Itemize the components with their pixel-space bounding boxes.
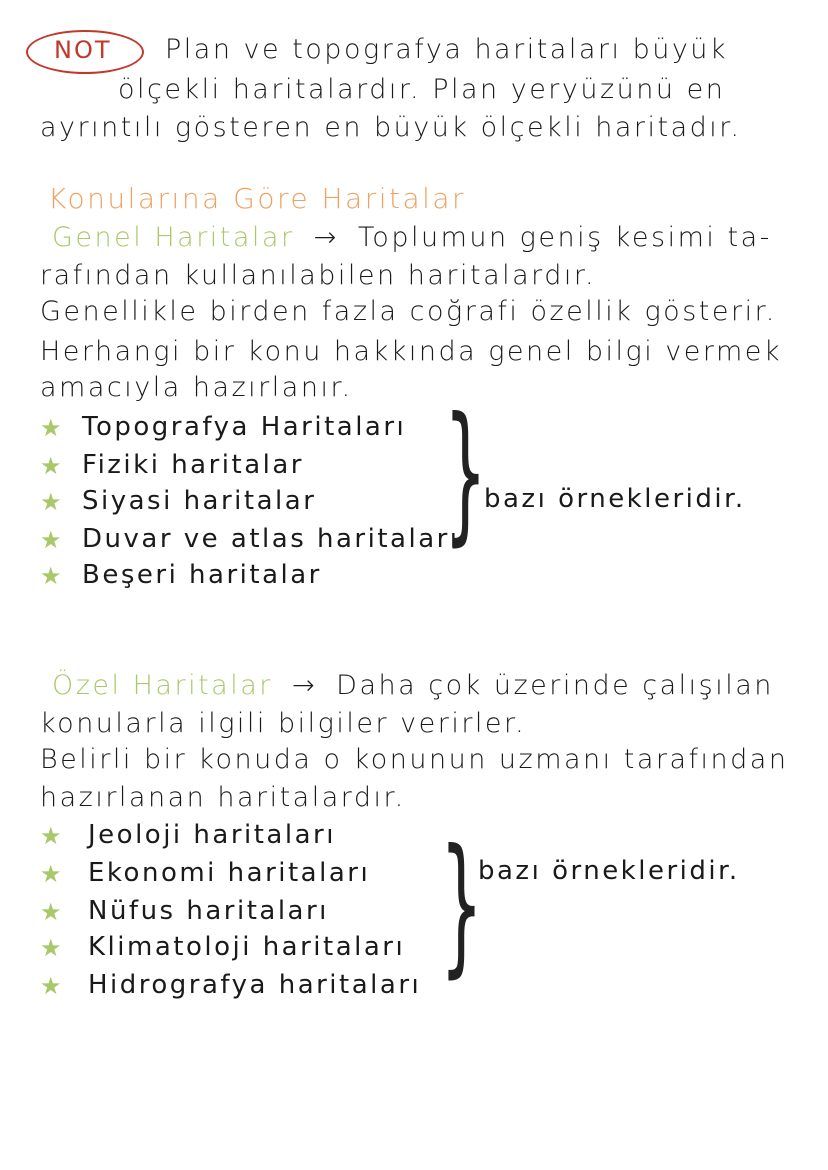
special-line-1: konularla ilgili bilgiler verirler. xyxy=(40,708,527,739)
general-item-1: Topografya Haritaları xyxy=(82,412,407,442)
special-item-1: Jeoloji haritaları xyxy=(88,820,336,850)
special-item-2: Ekonomi haritaları xyxy=(88,858,371,888)
general-item-4: Duvar ve atlas haritaları xyxy=(82,524,460,554)
general-item-3: Siyasi haritalar xyxy=(82,486,317,516)
star-bullet-icon: ★ xyxy=(40,972,62,1000)
general-first-line-rest: Toplumun geniş kesimi ta- xyxy=(357,222,772,253)
general-line-2: Genellikle birden fazla coğrafi özellik gösterir. xyxy=(40,296,777,327)
special-heading: Özel Haritalar xyxy=(52,670,273,701)
general-heading: Genel Haritalar xyxy=(52,222,295,253)
star-bullet-icon: ★ xyxy=(40,562,62,590)
brace-icon: } xyxy=(440,818,483,992)
special-item-5: Hidrografya haritaları xyxy=(88,970,422,1000)
star-bullet-icon: ★ xyxy=(40,860,62,888)
section-title: Konularına Göre Haritalar xyxy=(48,182,467,215)
general-first-line xyxy=(52,222,772,253)
star-bullet-icon: ★ xyxy=(40,414,62,442)
intro-line-1: Plan ve topografya haritaları büyük xyxy=(165,34,729,65)
special-note: bazı örnekleridir. xyxy=(478,856,740,886)
special-item-4: Klimatoloji haritaları xyxy=(88,932,406,962)
star-bullet-icon: ★ xyxy=(40,898,62,926)
star-bullet-icon: ★ xyxy=(40,452,62,480)
not-text: NOT xyxy=(54,36,112,64)
not-label xyxy=(26,30,144,74)
general-line-1: rafından kullanılabilen haritalardır. xyxy=(40,260,597,291)
brace-icon: } xyxy=(444,386,487,560)
star-bullet-icon: ★ xyxy=(40,488,62,516)
star-bullet-icon: ★ xyxy=(40,526,62,554)
special-item-3: Nüfus haritaları xyxy=(88,896,329,926)
special-arrow: → xyxy=(291,670,318,701)
special-line-2: Belirli bir konuda o konunun uzmanı tarafından xyxy=(40,744,789,775)
special-first-line-rest: Daha çok üzerinde çalışılan xyxy=(336,670,774,701)
general-arrow: → xyxy=(313,222,339,253)
star-bullet-icon: ★ xyxy=(40,822,62,850)
general-line-4: amacıyla hazırlanır. xyxy=(40,372,353,403)
intro-line-3: ayrıntılı gösteren en büyük ölçekli haritadır. xyxy=(40,112,742,143)
special-line-3: hazırlanan haritalardır. xyxy=(40,782,406,813)
star-bullet-icon: ★ xyxy=(40,934,62,962)
special-first-line xyxy=(52,670,774,701)
general-note: bazı örnekleridir. xyxy=(484,484,746,514)
general-item-5: Beşeri haritalar xyxy=(82,560,322,590)
intro-line-2: ölçekli haritalardır. Plan yeryüzünü en xyxy=(118,74,726,105)
general-item-2: Fiziki haritalar xyxy=(82,450,304,480)
general-line-3: Herhangi bir konu hakkında genel bilgi vermek xyxy=(40,336,783,367)
